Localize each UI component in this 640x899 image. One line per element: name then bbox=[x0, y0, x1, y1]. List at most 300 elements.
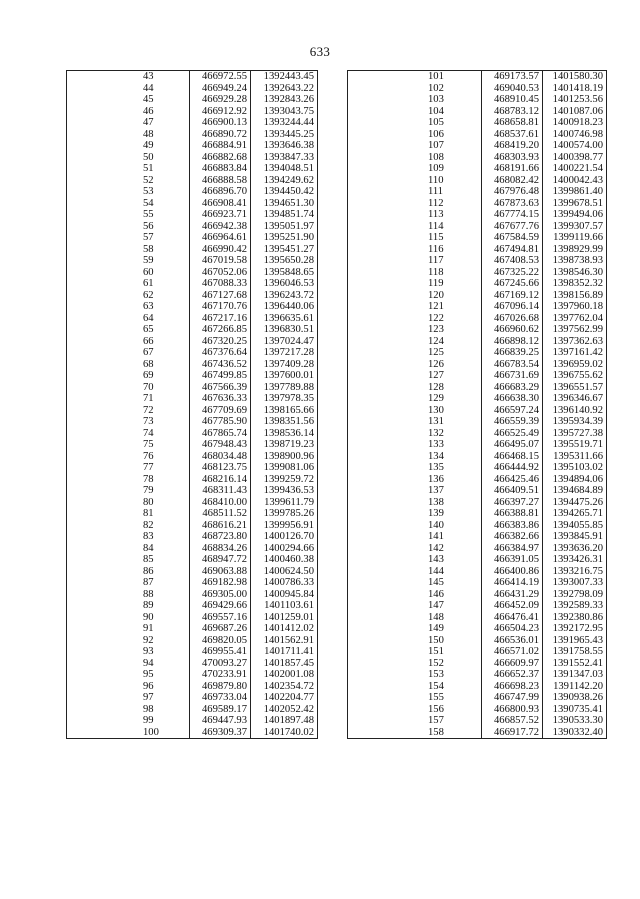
x-coordinate-cell: 467636.33 bbox=[190, 393, 251, 405]
x-coordinate-cell: 467976.48 bbox=[482, 186, 543, 198]
point-number-cell: 74 bbox=[67, 428, 190, 440]
y-coordinate-cell: 1392172.95 bbox=[543, 623, 607, 635]
point-number-cell: 100 bbox=[67, 727, 190, 739]
x-coordinate-cell: 466414.19 bbox=[482, 577, 543, 589]
x-coordinate-cell: 466409.51 bbox=[482, 485, 543, 497]
table-row bbox=[67, 451, 318, 463]
point-number-cell: 144 bbox=[348, 566, 482, 578]
table-row bbox=[348, 416, 607, 428]
y-coordinate-cell: 1397161.42 bbox=[543, 347, 607, 359]
table-row bbox=[67, 324, 318, 336]
y-coordinate-cell: 1397978.35 bbox=[251, 393, 318, 405]
point-number-cell: 54 bbox=[67, 198, 190, 210]
y-coordinate-cell: 1397024.47 bbox=[251, 336, 318, 348]
point-number-cell: 130 bbox=[348, 405, 482, 417]
y-coordinate-cell: 1398165.66 bbox=[251, 405, 318, 417]
y-coordinate-cell: 1400221.54 bbox=[543, 163, 607, 175]
point-number-cell: 105 bbox=[348, 117, 482, 129]
x-coordinate-cell: 468123.75 bbox=[190, 462, 251, 474]
table-row bbox=[67, 727, 318, 739]
y-coordinate-cell: 1397409.28 bbox=[251, 359, 318, 371]
y-coordinate-cell: 1401103.61 bbox=[251, 600, 318, 612]
table-row bbox=[348, 186, 607, 198]
y-coordinate-cell: 1391142.20 bbox=[543, 681, 607, 693]
table-row bbox=[67, 681, 318, 693]
point-number-cell: 68 bbox=[67, 359, 190, 371]
x-coordinate-cell: 467170.76 bbox=[190, 301, 251, 313]
table-row bbox=[348, 669, 607, 681]
point-number-cell: 58 bbox=[67, 244, 190, 256]
table-row bbox=[67, 71, 318, 83]
y-coordinate-cell: 1394265.71 bbox=[543, 508, 607, 520]
point-number-cell: 107 bbox=[348, 140, 482, 152]
y-coordinate-cell: 1401897.48 bbox=[251, 715, 318, 727]
table-row bbox=[348, 278, 607, 290]
y-coordinate-cell: 1400918.23 bbox=[543, 117, 607, 129]
x-coordinate-cell: 466468.15 bbox=[482, 451, 543, 463]
table-row bbox=[67, 589, 318, 601]
point-number-cell: 147 bbox=[348, 600, 482, 612]
y-coordinate-cell: 1395519.71 bbox=[543, 439, 607, 451]
point-number-cell: 63 bbox=[67, 301, 190, 313]
point-number-cell: 108 bbox=[348, 152, 482, 164]
point-number-cell: 103 bbox=[348, 94, 482, 106]
y-coordinate-cell: 1400398.77 bbox=[543, 152, 607, 164]
x-coordinate-cell: 466942.38 bbox=[190, 221, 251, 233]
point-number-cell: 93 bbox=[67, 646, 190, 658]
y-coordinate-cell: 1399436.53 bbox=[251, 485, 318, 497]
y-coordinate-cell: 1402204.77 bbox=[251, 692, 318, 704]
y-coordinate-cell: 1396440.06 bbox=[251, 301, 318, 313]
table-row bbox=[348, 589, 607, 601]
y-coordinate-cell: 1393043.75 bbox=[251, 106, 318, 118]
table-row bbox=[348, 244, 607, 256]
y-coordinate-cell: 1399307.57 bbox=[543, 221, 607, 233]
x-coordinate-cell: 470233.91 bbox=[190, 669, 251, 681]
x-coordinate-cell: 468910.45 bbox=[482, 94, 543, 106]
point-number-cell: 83 bbox=[67, 531, 190, 543]
y-coordinate-cell: 1396551.57 bbox=[543, 382, 607, 394]
coordinate-table-left bbox=[66, 70, 318, 739]
table-row bbox=[348, 485, 607, 497]
x-coordinate-cell: 466908.41 bbox=[190, 198, 251, 210]
y-coordinate-cell: 1398900.96 bbox=[251, 451, 318, 463]
x-coordinate-cell: 467774.15 bbox=[482, 209, 543, 221]
y-coordinate-cell: 1391347.03 bbox=[543, 669, 607, 681]
point-number-cell: 125 bbox=[348, 347, 482, 359]
y-coordinate-cell: 1394475.26 bbox=[543, 497, 607, 509]
point-number-cell: 85 bbox=[67, 554, 190, 566]
x-coordinate-cell: 468947.72 bbox=[190, 554, 251, 566]
y-coordinate-cell: 1394048.51 bbox=[251, 163, 318, 175]
table-row bbox=[348, 623, 607, 635]
table-row bbox=[67, 508, 318, 520]
x-coordinate-cell: 468034.48 bbox=[190, 451, 251, 463]
y-coordinate-cell: 1393646.38 bbox=[251, 140, 318, 152]
x-coordinate-cell: 466882.68 bbox=[190, 152, 251, 164]
point-number-cell: 114 bbox=[348, 221, 482, 233]
point-number-cell: 60 bbox=[67, 267, 190, 279]
x-coordinate-cell: 468410.00 bbox=[190, 497, 251, 509]
y-coordinate-cell: 1398719.23 bbox=[251, 439, 318, 451]
x-coordinate-cell: 466425.46 bbox=[482, 474, 543, 486]
point-number-cell: 53 bbox=[67, 186, 190, 198]
table-row bbox=[348, 290, 607, 302]
point-number-cell: 57 bbox=[67, 232, 190, 244]
y-coordinate-cell: 1393636.20 bbox=[543, 543, 607, 555]
table-row bbox=[348, 313, 607, 325]
table-row bbox=[348, 152, 607, 164]
table-row bbox=[67, 232, 318, 244]
x-coordinate-cell: 466972.55 bbox=[190, 71, 251, 83]
y-coordinate-cell: 1401412.02 bbox=[251, 623, 318, 635]
point-number-cell: 124 bbox=[348, 336, 482, 348]
table-row bbox=[348, 520, 607, 532]
y-coordinate-cell: 1401711.41 bbox=[251, 646, 318, 658]
point-number-cell: 92 bbox=[67, 635, 190, 647]
table-row bbox=[67, 221, 318, 233]
point-number-cell: 156 bbox=[348, 704, 482, 716]
table-row bbox=[348, 232, 607, 244]
y-coordinate-cell: 1400126.70 bbox=[251, 531, 318, 543]
table-row bbox=[348, 370, 607, 382]
point-number-cell: 128 bbox=[348, 382, 482, 394]
x-coordinate-cell: 466929.28 bbox=[190, 94, 251, 106]
x-coordinate-cell: 466990.42 bbox=[190, 244, 251, 256]
point-number-cell: 78 bbox=[67, 474, 190, 486]
y-coordinate-cell: 1394249.62 bbox=[251, 175, 318, 187]
y-coordinate-cell: 1399861.40 bbox=[543, 186, 607, 198]
x-coordinate-cell: 466783.54 bbox=[482, 359, 543, 371]
table-row bbox=[67, 704, 318, 716]
table-row bbox=[67, 290, 318, 302]
point-number-cell: 149 bbox=[348, 623, 482, 635]
x-coordinate-cell: 469589.17 bbox=[190, 704, 251, 716]
point-number-cell: 120 bbox=[348, 290, 482, 302]
y-coordinate-cell: 1402001.08 bbox=[251, 669, 318, 681]
x-coordinate-cell: 466382.66 bbox=[482, 531, 543, 543]
table-row bbox=[67, 117, 318, 129]
table-row bbox=[348, 94, 607, 106]
y-coordinate-cell: 1400294.66 bbox=[251, 543, 318, 555]
x-coordinate-cell: 466431.29 bbox=[482, 589, 543, 601]
x-coordinate-cell: 467127.68 bbox=[190, 290, 251, 302]
y-coordinate-cell: 1391552.41 bbox=[543, 658, 607, 670]
x-coordinate-cell: 468511.52 bbox=[190, 508, 251, 520]
x-coordinate-cell: 466504.23 bbox=[482, 623, 543, 635]
point-number-cell: 71 bbox=[67, 393, 190, 405]
table-row bbox=[67, 106, 318, 118]
point-number-cell: 122 bbox=[348, 313, 482, 325]
point-number-cell: 87 bbox=[67, 577, 190, 589]
y-coordinate-cell: 1401418.19 bbox=[543, 83, 607, 95]
point-number-cell: 135 bbox=[348, 462, 482, 474]
x-coordinate-cell: 469040.53 bbox=[482, 83, 543, 95]
point-number-cell: 132 bbox=[348, 428, 482, 440]
y-coordinate-cell: 1398738.93 bbox=[543, 255, 607, 267]
table-row bbox=[348, 715, 607, 727]
table-row bbox=[348, 301, 607, 313]
x-coordinate-cell: 466638.30 bbox=[482, 393, 543, 405]
x-coordinate-cell: 466839.25 bbox=[482, 347, 543, 359]
table-row bbox=[348, 405, 607, 417]
x-coordinate-cell: 466747.99 bbox=[482, 692, 543, 704]
point-number-cell: 55 bbox=[67, 209, 190, 221]
y-coordinate-cell: 1400945.84 bbox=[251, 589, 318, 601]
y-coordinate-cell: 1398546.30 bbox=[543, 267, 607, 279]
point-number-cell: 75 bbox=[67, 439, 190, 451]
y-coordinate-cell: 1399081.06 bbox=[251, 462, 318, 474]
point-number-cell: 62 bbox=[67, 290, 190, 302]
x-coordinate-cell: 466391.05 bbox=[482, 554, 543, 566]
x-coordinate-cell: 466898.12 bbox=[482, 336, 543, 348]
x-coordinate-cell: 466383.86 bbox=[482, 520, 543, 532]
x-coordinate-cell: 467245.66 bbox=[482, 278, 543, 290]
table-row bbox=[67, 278, 318, 290]
table-row bbox=[67, 520, 318, 532]
y-coordinate-cell: 1398352.32 bbox=[543, 278, 607, 290]
x-coordinate-cell: 467320.25 bbox=[190, 336, 251, 348]
x-coordinate-cell: 467096.14 bbox=[482, 301, 543, 313]
table-row bbox=[67, 244, 318, 256]
point-number-cell: 46 bbox=[67, 106, 190, 118]
y-coordinate-cell: 1397362.63 bbox=[543, 336, 607, 348]
point-number-cell: 141 bbox=[348, 531, 482, 543]
y-coordinate-cell: 1392643.22 bbox=[251, 83, 318, 95]
x-coordinate-cell: 468419.20 bbox=[482, 140, 543, 152]
y-coordinate-cell: 1397217.28 bbox=[251, 347, 318, 359]
y-coordinate-cell: 1392380.86 bbox=[543, 612, 607, 624]
y-coordinate-cell: 1394851.74 bbox=[251, 209, 318, 221]
x-coordinate-cell: 466652.37 bbox=[482, 669, 543, 681]
x-coordinate-cell: 469063.88 bbox=[190, 566, 251, 578]
x-coordinate-cell: 466731.69 bbox=[482, 370, 543, 382]
table-row bbox=[348, 359, 607, 371]
table-row bbox=[348, 71, 607, 83]
table-body-left bbox=[67, 71, 318, 739]
y-coordinate-cell: 1390938.26 bbox=[543, 692, 607, 704]
y-coordinate-cell: 1394684.89 bbox=[543, 485, 607, 497]
point-number-cell: 96 bbox=[67, 681, 190, 693]
point-number-cell: 73 bbox=[67, 416, 190, 428]
point-number-cell: 52 bbox=[67, 175, 190, 187]
x-coordinate-cell: 468216.14 bbox=[190, 474, 251, 486]
table-row bbox=[348, 692, 607, 704]
table-row bbox=[67, 428, 318, 440]
x-coordinate-cell: 466883.84 bbox=[190, 163, 251, 175]
table-row bbox=[67, 140, 318, 152]
y-coordinate-cell: 1390332.40 bbox=[543, 727, 607, 739]
y-coordinate-cell: 1390735.41 bbox=[543, 704, 607, 716]
y-coordinate-cell: 1393445.25 bbox=[251, 129, 318, 141]
y-coordinate-cell: 1397562.99 bbox=[543, 324, 607, 336]
x-coordinate-cell: 467499.85 bbox=[190, 370, 251, 382]
table-row bbox=[67, 152, 318, 164]
point-number-cell: 129 bbox=[348, 393, 482, 405]
y-coordinate-cell: 1395051.97 bbox=[251, 221, 318, 233]
y-coordinate-cell: 1392443.45 bbox=[251, 71, 318, 83]
y-coordinate-cell: 1400574.00 bbox=[543, 140, 607, 152]
point-number-cell: 111 bbox=[348, 186, 482, 198]
table-row bbox=[67, 198, 318, 210]
point-number-cell: 146 bbox=[348, 589, 482, 601]
table-row bbox=[67, 474, 318, 486]
y-coordinate-cell: 1396959.02 bbox=[543, 359, 607, 371]
table-row bbox=[67, 646, 318, 658]
point-number-cell: 79 bbox=[67, 485, 190, 497]
table-row bbox=[348, 255, 607, 267]
point-number-cell: 151 bbox=[348, 646, 482, 658]
point-number-cell: 50 bbox=[67, 152, 190, 164]
point-number-cell: 101 bbox=[348, 71, 482, 83]
y-coordinate-cell: 1390533.30 bbox=[543, 715, 607, 727]
table-row bbox=[348, 198, 607, 210]
y-coordinate-cell: 1401253.56 bbox=[543, 94, 607, 106]
x-coordinate-cell: 469557.16 bbox=[190, 612, 251, 624]
point-number-cell: 69 bbox=[67, 370, 190, 382]
y-coordinate-cell: 1392798.09 bbox=[543, 589, 607, 601]
x-coordinate-cell: 466857.52 bbox=[482, 715, 543, 727]
point-number-cell: 67 bbox=[67, 347, 190, 359]
x-coordinate-cell: 469820.05 bbox=[190, 635, 251, 647]
y-coordinate-cell: 1395848.65 bbox=[251, 267, 318, 279]
point-number-cell: 88 bbox=[67, 589, 190, 601]
x-coordinate-cell: 466917.72 bbox=[482, 727, 543, 739]
y-coordinate-cell: 1393845.91 bbox=[543, 531, 607, 543]
x-coordinate-cell: 468783.12 bbox=[482, 106, 543, 118]
x-coordinate-cell: 469447.93 bbox=[190, 715, 251, 727]
y-coordinate-cell: 1401087.06 bbox=[543, 106, 607, 118]
x-coordinate-cell: 466964.61 bbox=[190, 232, 251, 244]
x-coordinate-cell: 466388.81 bbox=[482, 508, 543, 520]
y-coordinate-cell: 1398156.89 bbox=[543, 290, 607, 302]
table-row bbox=[67, 485, 318, 497]
point-number-cell: 70 bbox=[67, 382, 190, 394]
y-coordinate-cell: 1393426.31 bbox=[543, 554, 607, 566]
page-number: 633 bbox=[309, 44, 331, 59]
table-row bbox=[67, 577, 318, 589]
point-number-cell: 155 bbox=[348, 692, 482, 704]
point-number-cell: 119 bbox=[348, 278, 482, 290]
point-number-cell: 45 bbox=[67, 94, 190, 106]
table-row bbox=[348, 451, 607, 463]
point-number-cell: 91 bbox=[67, 623, 190, 635]
table-row bbox=[348, 612, 607, 624]
point-number-cell: 49 bbox=[67, 140, 190, 152]
y-coordinate-cell: 1398351.56 bbox=[251, 416, 318, 428]
table-row bbox=[67, 658, 318, 670]
x-coordinate-cell: 467052.06 bbox=[190, 267, 251, 279]
y-coordinate-cell: 1401740.02 bbox=[251, 727, 318, 739]
point-number-cell: 148 bbox=[348, 612, 482, 624]
point-number-cell: 117 bbox=[348, 255, 482, 267]
point-number-cell: 94 bbox=[67, 658, 190, 670]
x-coordinate-cell: 466559.39 bbox=[482, 416, 543, 428]
x-coordinate-cell: 466923.71 bbox=[190, 209, 251, 221]
table-row bbox=[348, 600, 607, 612]
x-coordinate-cell: 467584.59 bbox=[482, 232, 543, 244]
table-row bbox=[67, 175, 318, 187]
x-coordinate-cell: 466698.23 bbox=[482, 681, 543, 693]
table-row bbox=[348, 209, 607, 221]
y-coordinate-cell: 1392589.33 bbox=[543, 600, 607, 612]
y-coordinate-cell: 1395727.38 bbox=[543, 428, 607, 440]
x-coordinate-cell: 466900.13 bbox=[190, 117, 251, 129]
y-coordinate-cell: 1401857.45 bbox=[251, 658, 318, 670]
x-coordinate-cell: 469687.26 bbox=[190, 623, 251, 635]
x-coordinate-cell: 467709.69 bbox=[190, 405, 251, 417]
x-coordinate-cell: 469733.04 bbox=[190, 692, 251, 704]
table-row bbox=[67, 209, 318, 221]
x-coordinate-cell: 468616.21 bbox=[190, 520, 251, 532]
x-coordinate-cell: 466536.01 bbox=[482, 635, 543, 647]
table-row bbox=[67, 347, 318, 359]
y-coordinate-cell: 1392843.26 bbox=[251, 94, 318, 106]
y-coordinate-cell: 1400042.43 bbox=[543, 175, 607, 187]
x-coordinate-cell: 469955.41 bbox=[190, 646, 251, 658]
x-coordinate-cell: 466949.24 bbox=[190, 83, 251, 95]
table-row bbox=[67, 612, 318, 624]
x-coordinate-cell: 466683.29 bbox=[482, 382, 543, 394]
x-coordinate-cell: 466888.58 bbox=[190, 175, 251, 187]
point-number-cell: 143 bbox=[348, 554, 482, 566]
point-number-cell: 43 bbox=[67, 71, 190, 83]
x-coordinate-cell: 467436.52 bbox=[190, 359, 251, 371]
point-number-cell: 72 bbox=[67, 405, 190, 417]
point-number-cell: 112 bbox=[348, 198, 482, 210]
table-row bbox=[348, 635, 607, 647]
table-row bbox=[67, 301, 318, 313]
point-number-cell: 136 bbox=[348, 474, 482, 486]
point-number-cell: 154 bbox=[348, 681, 482, 693]
point-number-cell: 65 bbox=[67, 324, 190, 336]
y-coordinate-cell: 1401580.30 bbox=[543, 71, 607, 83]
y-coordinate-cell: 1397960.18 bbox=[543, 301, 607, 313]
table-row bbox=[67, 416, 318, 428]
table-row bbox=[67, 336, 318, 348]
x-coordinate-cell: 468537.61 bbox=[482, 129, 543, 141]
x-coordinate-cell: 467566.39 bbox=[190, 382, 251, 394]
point-number-cell: 84 bbox=[67, 543, 190, 555]
y-coordinate-cell: 1398929.99 bbox=[543, 244, 607, 256]
x-coordinate-cell: 467785.90 bbox=[190, 416, 251, 428]
y-coordinate-cell: 1399259.72 bbox=[251, 474, 318, 486]
table-row bbox=[348, 336, 607, 348]
point-number-cell: 47 bbox=[67, 117, 190, 129]
point-number-cell: 139 bbox=[348, 508, 482, 520]
table-row bbox=[348, 324, 607, 336]
y-coordinate-cell: 1393007.33 bbox=[543, 577, 607, 589]
table-row bbox=[348, 727, 607, 739]
x-coordinate-cell: 467948.43 bbox=[190, 439, 251, 451]
point-number-cell: 131 bbox=[348, 416, 482, 428]
table-row bbox=[348, 393, 607, 405]
x-coordinate-cell: 466896.70 bbox=[190, 186, 251, 198]
table-row bbox=[67, 566, 318, 578]
y-coordinate-cell: 1400786.33 bbox=[251, 577, 318, 589]
point-number-cell: 123 bbox=[348, 324, 482, 336]
table-row bbox=[67, 313, 318, 325]
y-coordinate-cell: 1402354.72 bbox=[251, 681, 318, 693]
y-coordinate-cell: 1397762.04 bbox=[543, 313, 607, 325]
x-coordinate-cell: 469429.66 bbox=[190, 600, 251, 612]
point-number-cell: 95 bbox=[67, 669, 190, 681]
point-number-cell: 138 bbox=[348, 497, 482, 509]
y-coordinate-cell: 1394450.42 bbox=[251, 186, 318, 198]
x-coordinate-cell: 466452.09 bbox=[482, 600, 543, 612]
x-coordinate-cell: 466397.27 bbox=[482, 497, 543, 509]
x-coordinate-cell: 469182.98 bbox=[190, 577, 251, 589]
